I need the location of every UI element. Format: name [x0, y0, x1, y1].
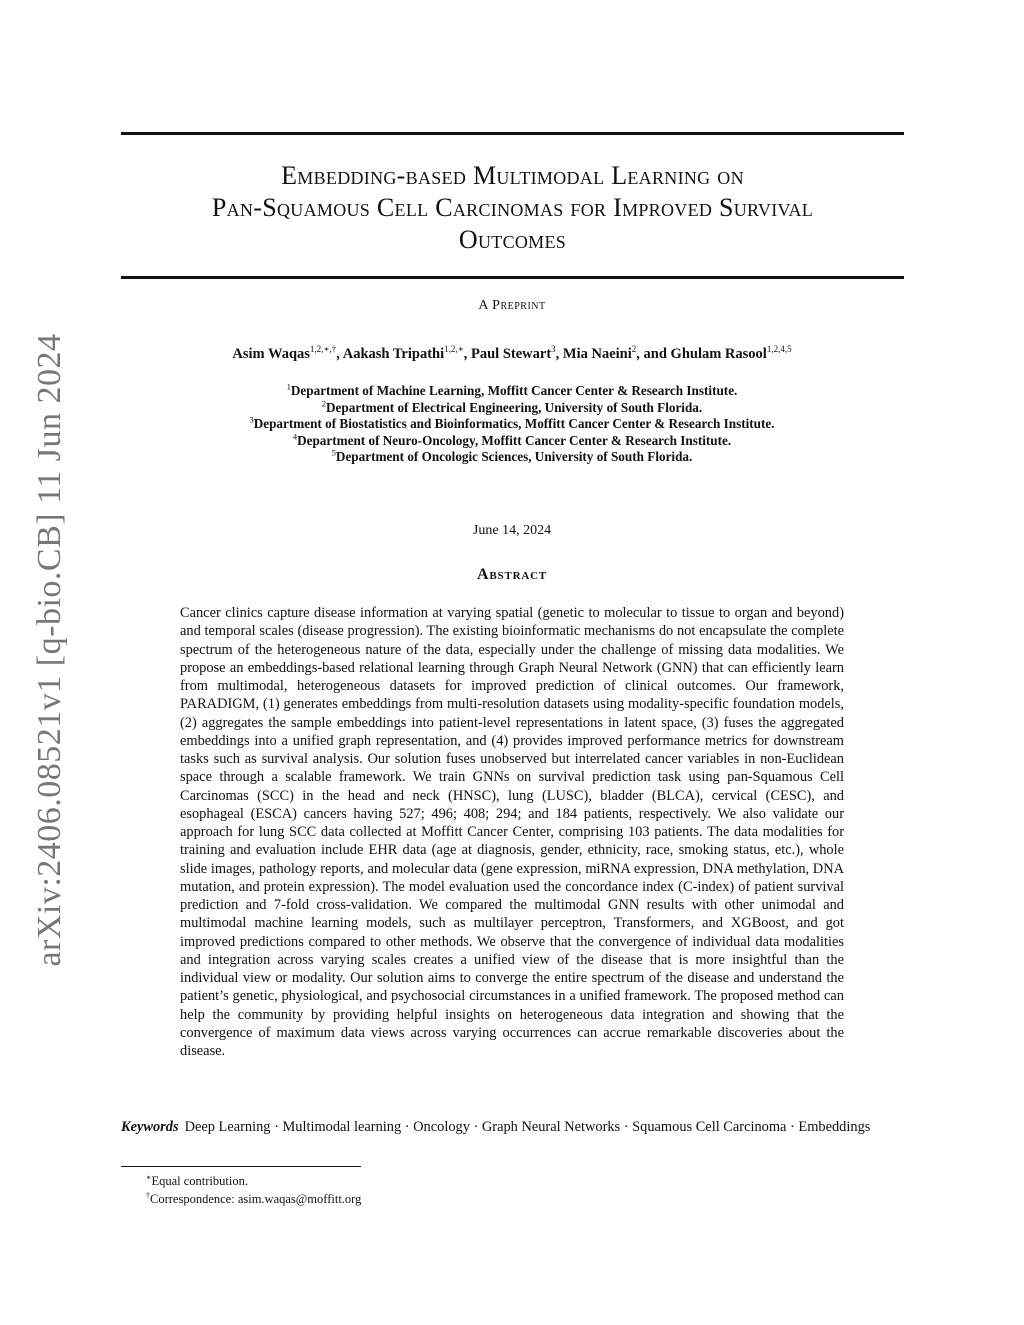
author-name: Paul Stewart	[471, 346, 552, 362]
affiliation-text: Department of Electrical Engineering, University of South Florida.	[326, 399, 703, 415]
keywords-label: Keywords	[121, 1119, 179, 1135]
author-name: Ghulam Rasool	[670, 346, 767, 362]
abstract-body: Cancer clinics capture disease information at varying spatial (genetic to molecular to tissue to organ and beyond) and temporal scales (disease progression). The existing bioinformatic mechanisms do not encapsulate the complete spectrum of the heterogeneous nature of the data, especially under the challenge of missing data modalities. We propose an embeddings-based relational learning through Graph Neural Network (GNN) that can efficiently learn from multimodal, heterogeneous datasets for improved prediction of clinical outcomes. Our framework, PARADIGM, (1) generates embeddings from multi-resolution datasets using modality-specific foundation models, (2) aggregates the sample embeddings into patient-level representations in latent space, (3) fuses the aggregated embeddings into a unified graph representation, and (4) provides improved performance metrics for downstream tasks such as survival analysis. Our solution fuses unobserved but interrelated cancer variables in non-Euclidean space through a scalable framework. We train GNNs on survival prediction task using pan-Squamous Cell Carcinomas (SCC) in the head and neck (HNSC), lung (LUSC), bladder (BLCA), cervical (CESC), and esophageal (ESCA) cancers having 527; 496; 408; 294; and 184 patients, respectively. We also validate our approach for lung SCC data collected at Moffitt Cancer Center, comprising 103 patients. The data modalities for training and evaluation include EHR data (age at diagnosis, gender, ethnicity, race, smoking status, etc.), whole slide images, pathology reports, and molecular data (gene expression, miRNA expression, DNA methylation, DNA mutation, and protein expression). The model evaluation used the concordance index (C-index) of patient survival prediction and 7-fold cross-validation. We compared the multimodal GNN results with other unimodal and multimodal machine learning models, such as multilayer perceptron, Transformers, and XGBoost, and got improved predictions compared to other methods. We observe that the convergence of individual data modalities and integration across varying scales creates a unified view of the disease that is more insightful than the individual view or modality. Our solution aims to converge the entire spectrum of the disease and understand the patient’s genetic, physiological, and psychosocial circumstances in a unified framework. The proposed method can help the community by providing helpful insights on heterogeneous data integration and showing that the convergence of maximum data views across varying occurrences can accrue remarkable discoveries about the disease.	[180, 605, 844, 1059]
footnote-rule	[121, 1166, 361, 1167]
title-rule-bottom	[121, 276, 904, 279]
author-name: Mia Naeini	[562, 346, 632, 362]
keywords-text: Deep Learning · Multimodal learning · Oncology · Graph Neural Networks · Squamous Cell Carcinoma · Embeddings	[184, 1119, 871, 1135]
abstract-heading: Abstract	[477, 566, 547, 583]
preprint-label: A Preprint	[478, 298, 546, 313]
affiliation-text: Department of Neuro-Oncology, Moffitt Cancer Center & Research Institute.	[297, 432, 732, 448]
affiliation-number: 3	[249, 414, 254, 425]
affiliation-text: Department of Machine Learning, Moffitt Cancer Center & Research Institute.	[290, 383, 738, 398]
affiliation-number: 5	[331, 447, 336, 458]
affiliation-list	[0, 383, 1024, 466]
footnote-text: Equal contribution.	[151, 1174, 248, 1188]
author-name: Asim Waqas	[232, 346, 310, 362]
footnote-mark: †	[146, 1190, 150, 1200]
author-affiliation-mark: 1,2,∗	[444, 344, 464, 355]
footnote-equal-contribution	[146, 1172, 361, 1190]
affiliation-line	[0, 433, 1024, 450]
affiliation-text: Department of Oncologic Sciences, University of South Florida.	[335, 449, 693, 464]
arxiv-identifier-stamp: arXiv:2406.08521v1 [q-bio.CB] 11 Jun 2024	[31, 333, 68, 967]
affiliation-line	[0, 416, 1024, 433]
keywords-section	[121, 1118, 904, 1137]
affiliation-text: Department of Biostatistics and Bioinformatics, Moffitt Cancer Center & Research Institute.	[253, 416, 775, 431]
title-rule-top	[121, 132, 904, 135]
footnotes	[146, 1172, 361, 1208]
author-list: Asim Waqas$^{1,2,∗,\dagger}$, Aakash Tripathi$^{1,2,∗}$, Paul Stewart$^3$, Mia Naeini$^2$, and Ghulam Rasool$^{1,2,4,5}$	[232, 344, 792, 362]
author-affiliation-mark: 3	[551, 344, 556, 355]
affiliation-line	[0, 400, 1024, 417]
footnote-mark: ∗	[146, 1172, 152, 1182]
affiliation-line	[0, 383, 1024, 400]
footnote-text: Correspondence: asim.waqas@moffitt.org	[150, 1192, 362, 1206]
affiliation-number: 1	[286, 381, 291, 392]
publication-date: June 14, 2024	[472, 523, 552, 538]
affiliation-line	[0, 449, 1024, 466]
affiliation-number: 4	[292, 431, 298, 442]
affiliation-number: 2	[321, 398, 327, 409]
title-line-3: Outcomes	[458, 225, 567, 254]
footnote-correspondence	[146, 1190, 361, 1208]
author-affiliation-mark: 2	[631, 344, 637, 355]
title-line-2: Pan-Squamous Cell Carcinomas for Improved Survival	[211, 193, 814, 222]
paper-title	[121, 160, 904, 256]
author-affiliation-mark: 1,2,∗,†	[309, 344, 337, 355]
author-affiliation-mark: 1,2,4,5	[766, 344, 792, 355]
author-name: Aakash Tripathi	[342, 346, 445, 362]
title-line-1: Embedding-based Multimodal Learning on	[281, 161, 744, 190]
